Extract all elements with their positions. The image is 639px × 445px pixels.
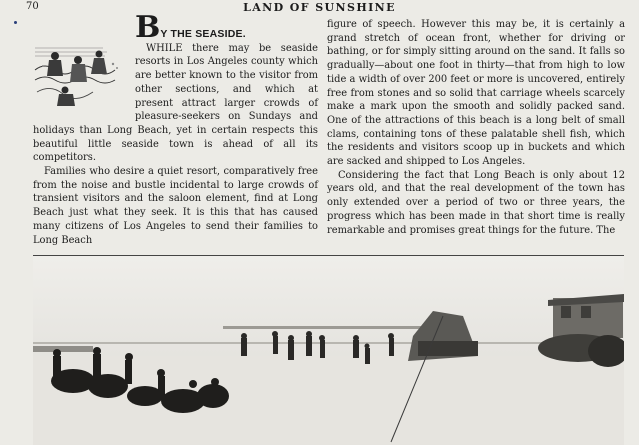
long-beach-shore-photograph [33,255,624,445]
beach-bathers-illustration [33,18,131,113]
paragraph: figure of speech. However this may be, it is certainly a grand stretch of ocean front, whether for driving or bathing, or for simply sitting around on the sand. It falls so gradually—about one foot in thirty—that from high to low tide a width of over 200 feet or more is uncovered, entirely free from stones and so solid that carriage wheels scarcely make a mark upon the smooth and solidly packed sand. One of the attractions of this beach is a long belt of small clams, containing tons of these palatable shell fish, which the residents and visitors scoop up in buckets and which are sacked and shipped to Los Angeles. [327,19,625,168]
drop-cap-letter: B [135,10,161,45]
column-right [327,18,625,237]
paragraph: Considering the fact that Long Beach is only about 12 years old, and that the real development of the town has only extended over a period of two or three years, the progress which has been made in that short time is really remarkable and promises great things for the future. The [327,169,625,236]
paragraph: Families who desire a quiet resort, comparatively free from the noise and bustle incidental to large crowds of transient visitors and the saloon element, find at Long Beach just what they seek. It is this that has caused many citizens of Los Angeles to send their families to Long Beach [33,166,318,246]
article-title: Y THE SEASIDE. [160,28,246,40]
page-header [0,0,639,14]
paragraph: WHILE there may be seaside resorts in Los Angeles county which are better known to the visitor from other sections, and which at present attract larger crowds of pleasure-seekers on Sundays and holidays than Long Beach, yet in certain respects this beautiful little seaside town is ahead of all its competitors. [33,42,318,164]
page-number: 70 [26,1,39,12]
margin-mark [14,21,17,24]
column-left [33,10,318,247]
magazine-title: LAND OF SUNSHINE [243,1,396,14]
